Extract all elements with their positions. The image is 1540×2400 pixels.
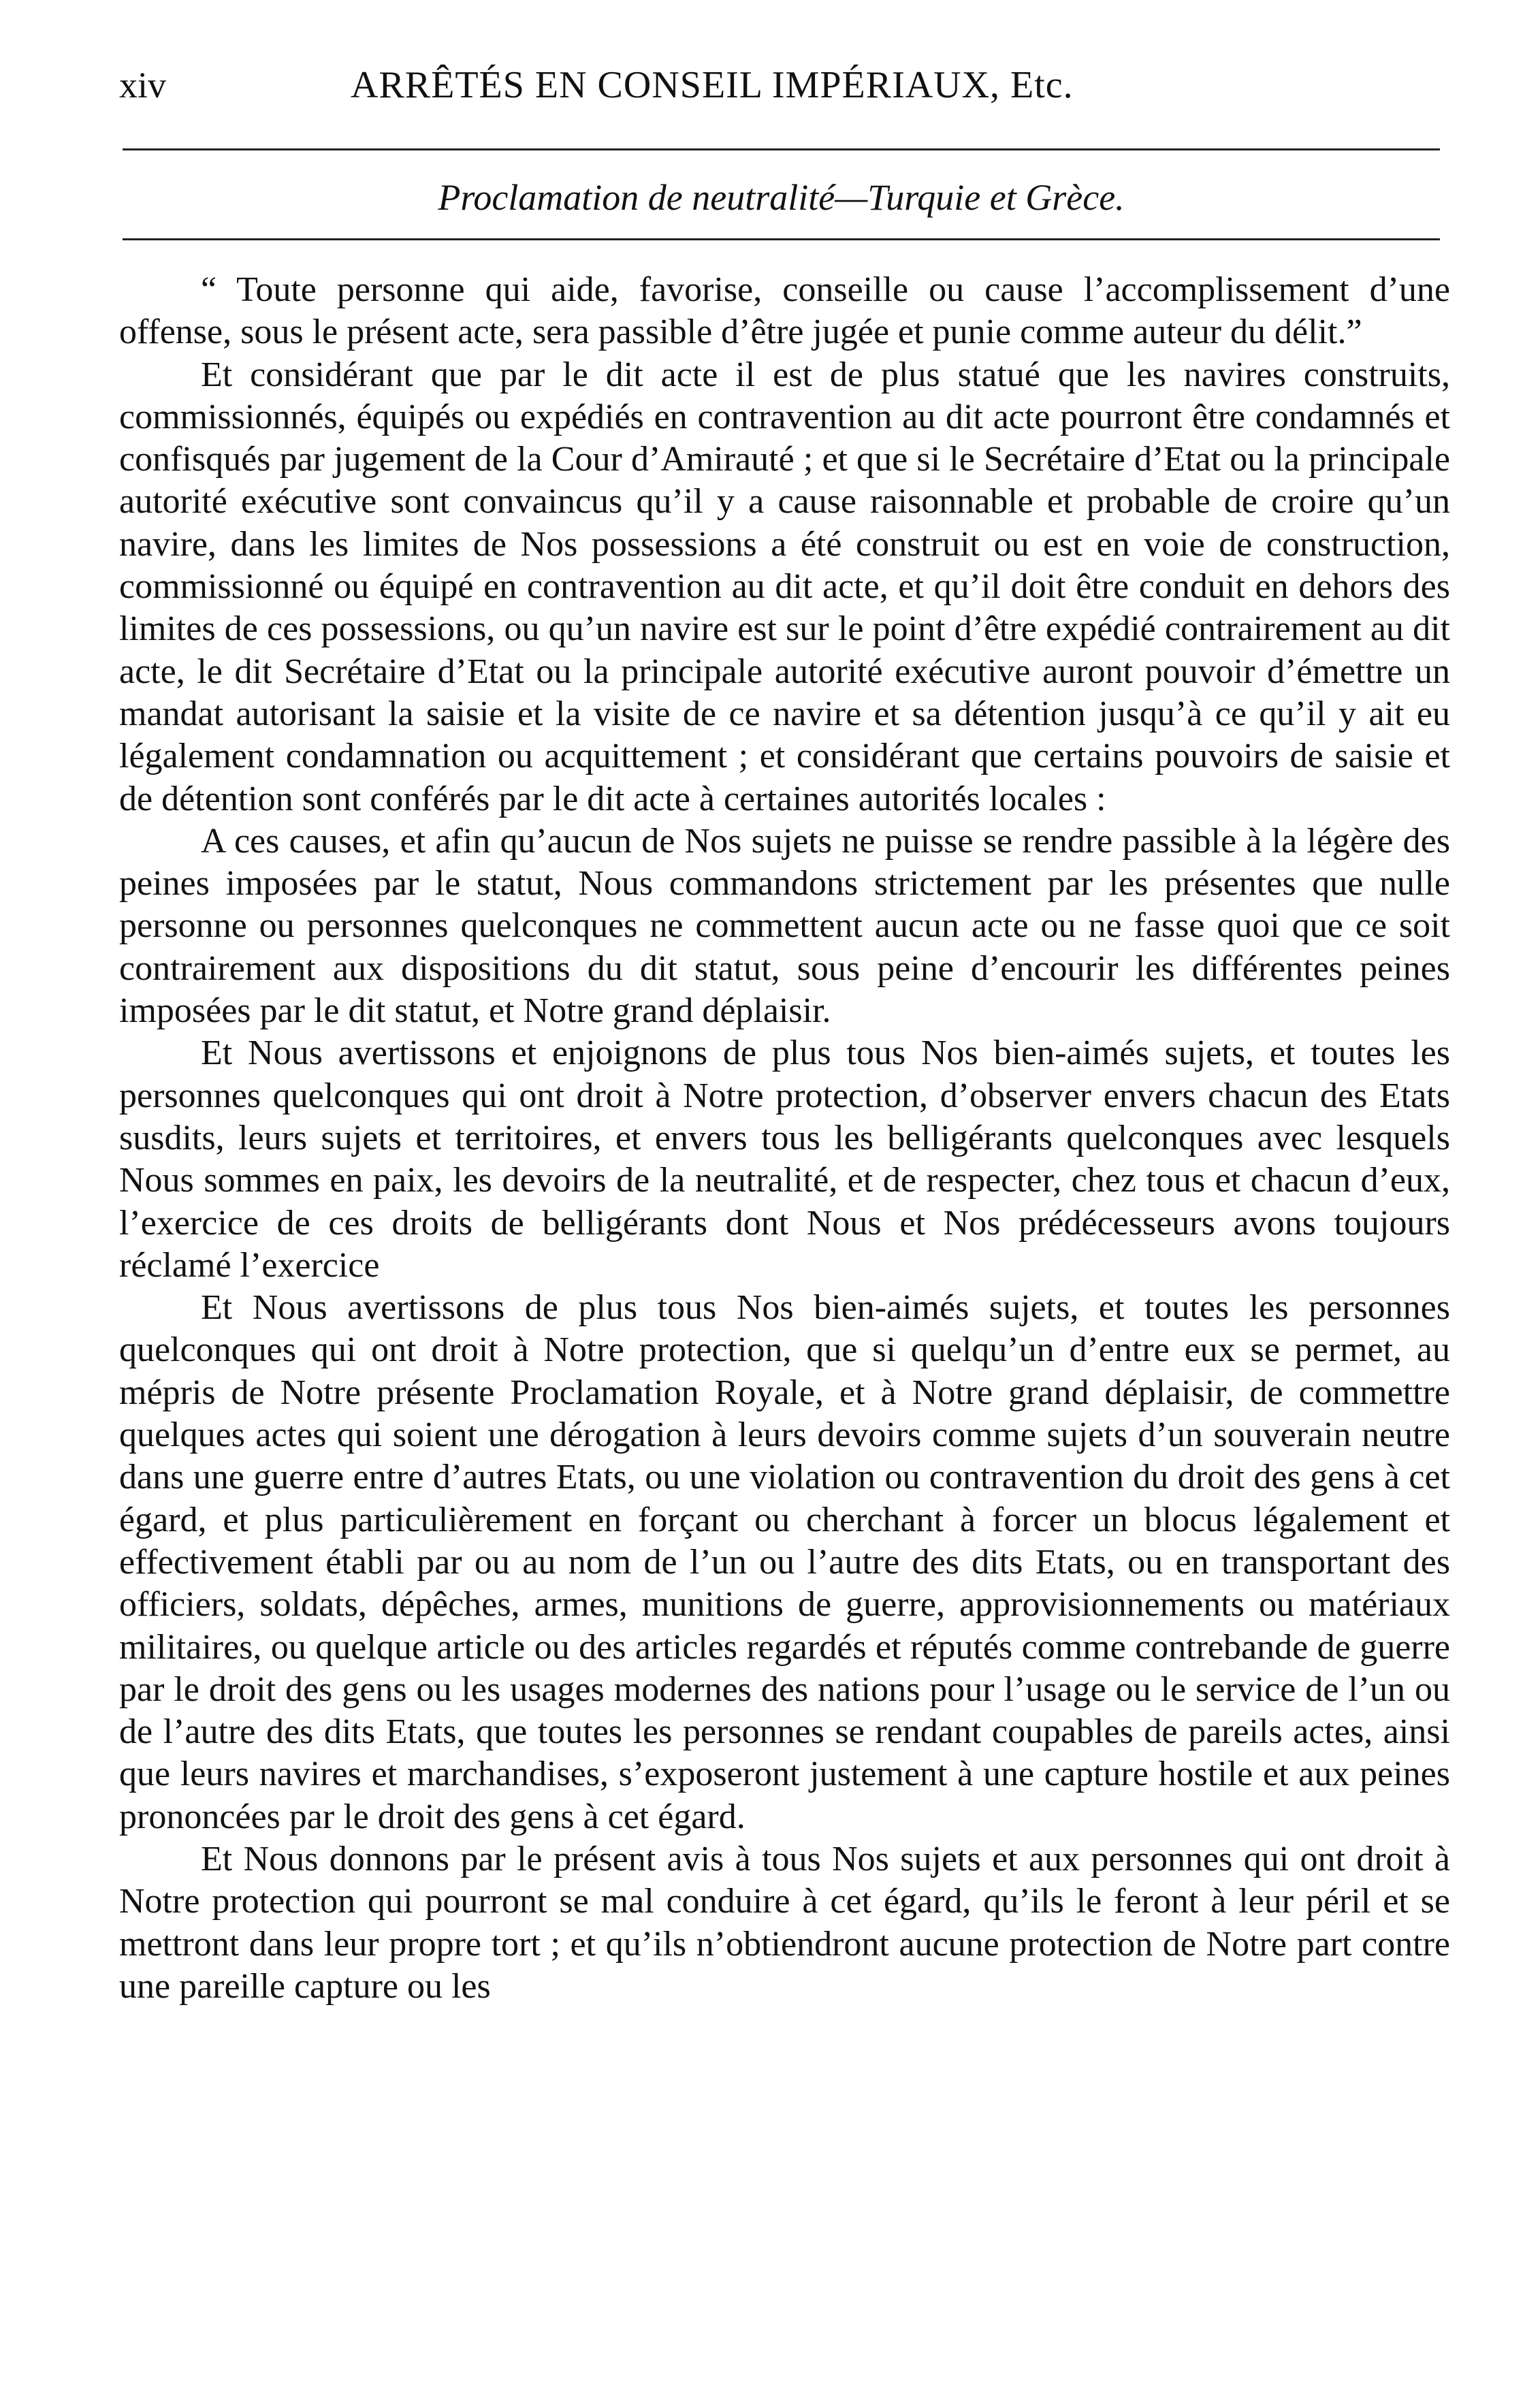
running-title: ARRÊTÉS EN CONSEIL IMPÉRIAUX, Etc. — [351, 64, 1074, 106]
header-rule-bottom — [123, 238, 1440, 240]
header-rule-top — [123, 148, 1440, 150]
paragraph: Et Nous avertissons et enjoignons de plus tous Nos bien-aimés sujets, et toutes les personnes quelconques qui ont droit à Notre protection, d’observer envers chacun des Etats susdits, leurs sujets et territoires, et envers tous les belligérants quelconques avec lesquels Nous sommes en paix, les devoirs de la neutralité, et de respecter, chez tous et chacun d’eux, l’exercice de ces droits de belligérants dont Nous et Nos prédécesseurs avons toujours réclamé l’exercice — [119, 1034, 1450, 1285]
body-text — [119, 269, 1450, 2008]
page-number: xiv — [119, 65, 167, 106]
paragraph: Et Nous donnons par le présent avis à tous Nos sujets et aux personnes qui ont droit à Notre protection qui pourront se mal conduire à cet égard, qu’ils le feront à leur péril et se mettront dans leur propre tort ; et qu’ils n’obtiendront aucune protection de Notre part contre une pareille capture ou les — [119, 1839, 1450, 2006]
paragraph: Et considérant que par le dit acte il est de plus statué que les navires construits, commissionnés, équipés ou expédiés en contravention au dit acte pourront être condamnés et confisqués par jugement de la Cour d’Amirauté ; et que si le Secrétaire d’Etat ou la principale autorité exécutive sont convaincus qu’il y a cause raisonnable et probable de croire qu’un navire, dans les limites de Nos possessions a été construit ou est en voie de construction, commissionné ou équipé en contravention au dit acte, et qu’il doit être conduit en dehors des limites de ces possessions, ou qu’un navire est sur le point d’être expédié contrairement au dit acte, le dit Secrétaire d’Etat ou la principale autorité exécutive auront pouvoir d’émettre un mandat autorisant la saisie et la visite de ce navire et sa détention jusqu’à ce qu’il y ait eu légalement condamnation ou acquittement ; et considérant que certains pouvoirs de saisie et de détention sont conférés par le dit acte à certaines autorités locales : — [119, 355, 1450, 818]
paragraph: “ Toute personne qui aide, favorise, conseille ou cause l’accomplissement d’une offense, sous le présent acte, sera passible d’être jugée et punie comme auteur du délit.” — [119, 270, 1450, 352]
running-header — [119, 58, 1440, 112]
paragraph: A ces causes, et afin qu’aucun de Nos sujets ne puisse se rendre passible à la légère des peines imposées par le statut, Nous commandons strictement par les présentes que nulle personne ou personnes quelconques ne commettent aucun acte ou ne fasse quoi que ce soit contrairement aux dispositions du dit statut, sous peine d’encourir les différentes peines imposées par le dit statut, et Notre grand déplaisir. — [119, 821, 1450, 1031]
section-subtitle: Proclamation de neutralité—Turquie et Grèce. — [438, 177, 1125, 218]
paragraph: Et Nous avertissons de plus tous Nos bien-aimés sujets, et toutes les personnes quelconques qui ont droit à Notre protection, que si quelqu’un d’entre eux se permet, au mépris de Notre présente Proclamation Royale, et à Notre grand déplaisir, de commettre quelques actes qui soient une dérogation à leurs devoirs comme sujets d’un souverain neutre dans une guerre entre d’autres Etats, ou une violation ou contravention du droit des gens à cet égard, et plus particulièrement en forçant ou cherchant à forcer un blocus légalement et effectivement établi par ou au nom de l’un ou l’autre des dits Etats, ou en transportant des officiers, soldats, dépêches, armes, munitions de guerre, approvisionnements ou matériaux militaires, ou quelque article ou des articles regardés et réputés comme contrebande de guerre par le droit des gens ou les usages modernes des nations pour l’usage ou le service de l’un ou de l’autre des dits Etats, que toutes les personnes se rendant coupables de pareils actes, ainsi que leurs navires et marchandises, s’exposeront justement à une capture hostile et aux peines prononcées par le droit des gens à cet égard. — [119, 1288, 1450, 1836]
